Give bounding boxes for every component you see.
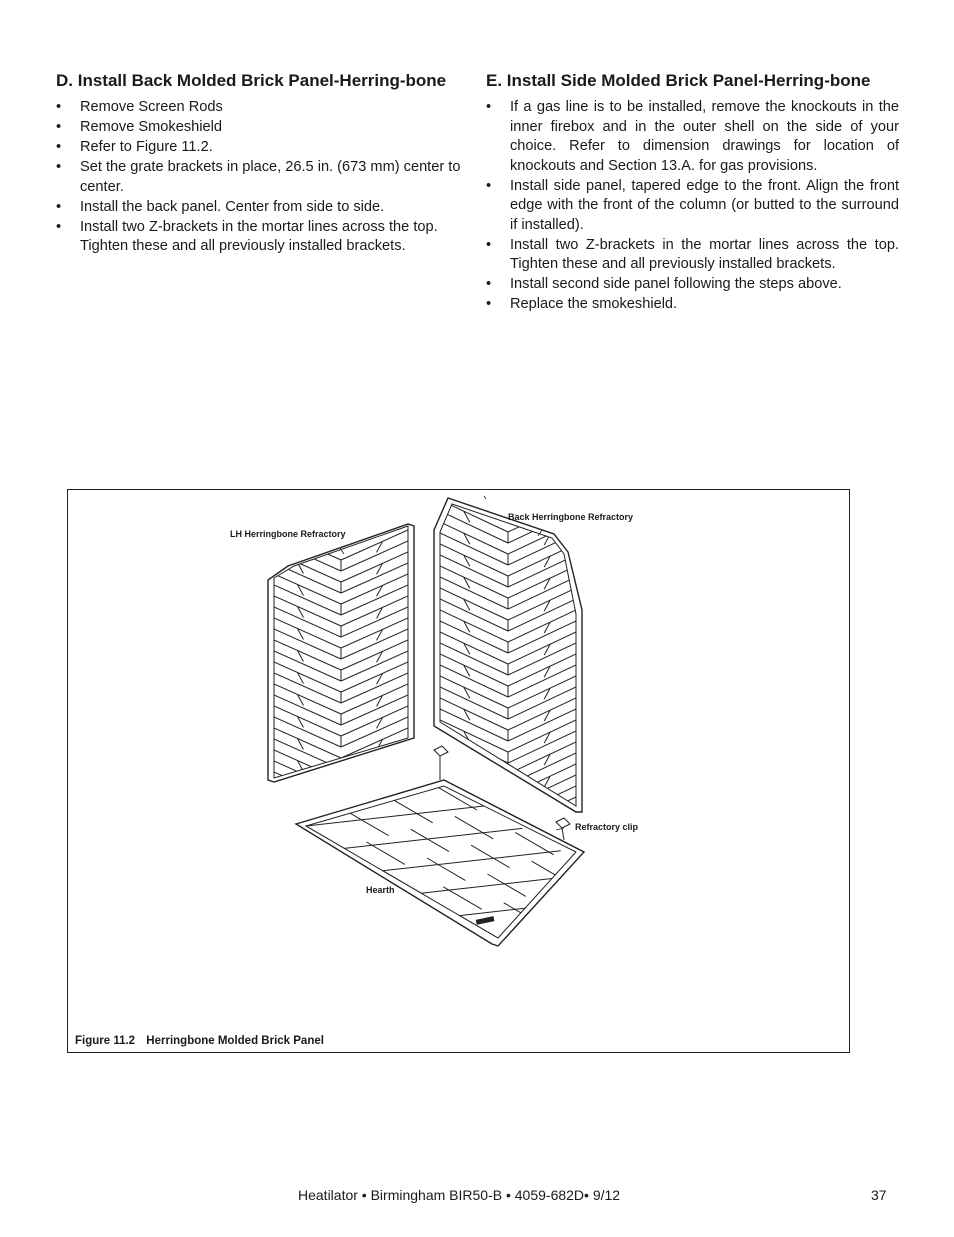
section-d [56,70,470,257]
refractory-clip [556,818,570,840]
footer-text: Heatilator • Birmingham BIR50-B • 4059-682D• 9/12 [298,1187,621,1203]
page-number: 37 [871,1187,887,1203]
list-item: • Remove Screen Rods [56,98,470,118]
section-e-heading: E. Install Side Molded Brick Panel-Herring-bone [486,71,871,90]
list-item: • Install the back panel. Center from side to side. [56,198,470,218]
figure-title: Herringbone Molded Brick Panel [146,1035,324,1047]
hearth-label: Hearth [366,885,395,895]
section-e [486,70,899,315]
refractory-clip [434,746,448,780]
figure-11-2 [67,489,850,1053]
section-d-heading: D. Install Back Molded Brick Panel-Herring-bone [56,71,447,90]
lh-refractory-panel [268,524,414,813]
list-item: • Refer to Figure 11.2. [56,138,470,158]
lh-refractory-label: LH Herringbone Refractory [230,529,346,539]
list-item: • Set the grate brackets in place, 26.5 in. (673 mm) center to center. [56,158,470,197]
list-item: • Remove Smokeshield [56,118,470,138]
figure-number: Figure 11.2 [75,1035,136,1047]
herringbone-illustration [68,490,851,1054]
figure-caption [75,1035,324,1047]
list-item: • Install side panel, tapered edge to the front. Align the front edge with the front of the column (or butted to the surround if installed). [486,177,899,236]
list-item: • Install two Z-brackets in the mortar lines across the top. Tighten these and all previously installed brackets. [56,218,470,257]
list-item: • Install two Z-brackets in the mortar lines across the top. Tighten these and all previously installed brackets. [486,236,899,275]
list-item: • If a gas line is to be installed, remove the knockouts in the inner firebox and in the outer shell on the side of your choice. Refer to dimension drawings for location of knockouts and Section 13.A. for gas provisions. [486,98,899,176]
hearth-panel [296,762,719,946]
section-d-list [56,98,470,257]
list-item: • Install second side panel following the steps above. [486,275,899,295]
refractory-clip-label: Refractory clip [575,822,639,832]
back-refractory-label: Back Herringbone Refractory [508,512,634,522]
list-item: • Replace the smokeshield. [486,295,899,315]
section-e-list [486,98,899,315]
